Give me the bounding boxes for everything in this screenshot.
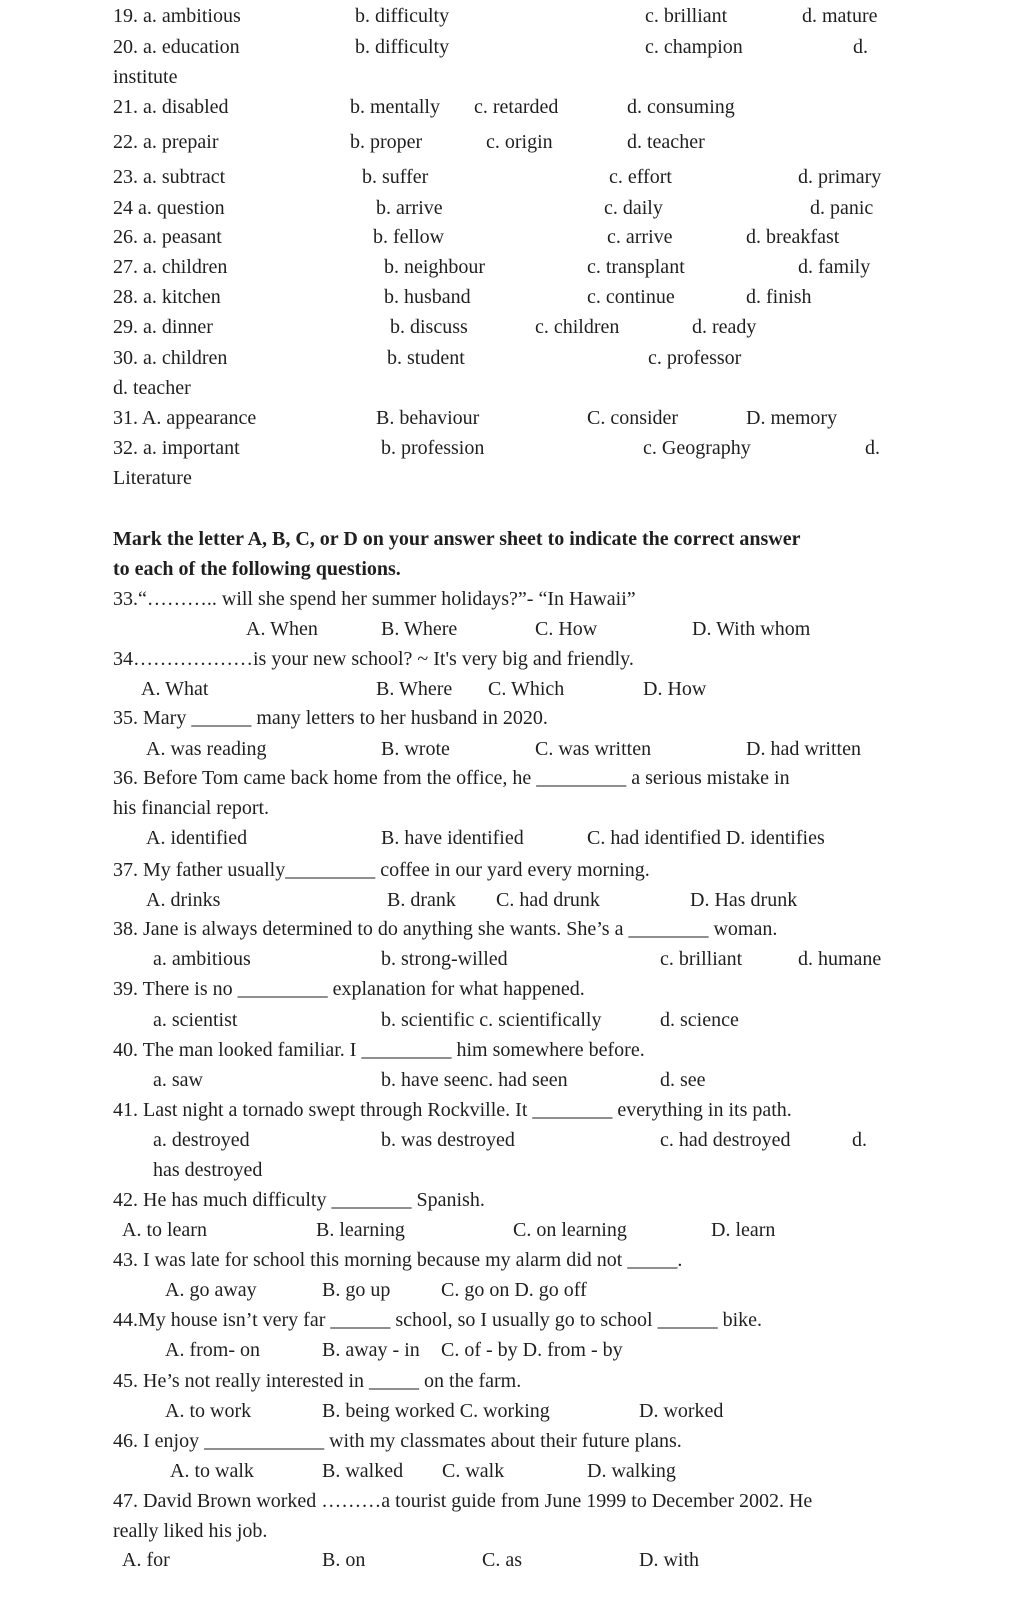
item-20-c: c. champion	[645, 36, 743, 58]
question-38-option-b: b. strong-willed	[381, 948, 508, 970]
question-36-stem-cont: his financial report.	[113, 797, 270, 819]
item-20-a: 20. a. education	[113, 36, 240, 58]
item-24-d: d. panic	[810, 197, 874, 219]
question-39-option-b: b. scientific c. scientifically	[381, 1009, 602, 1031]
question-46-stem: 46. I enjoy ____________ with my classmates about their future plans.	[113, 1430, 682, 1452]
question-47-stem: 47. David Brown worked ………a tourist guide from June 1999 to December 2002. He	[113, 1490, 813, 1512]
item-32-a: 32. a. important	[113, 437, 240, 459]
item-21-d: d. consuming	[627, 96, 735, 118]
item-28-c: c. continue	[587, 286, 675, 308]
question-36-option-b: B. have identified	[381, 827, 524, 849]
item-19-b: b. difficulty	[355, 5, 450, 27]
item-30-a: 30. a. children	[113, 347, 228, 369]
item-24-a: 24 a. question	[113, 197, 225, 219]
item-22-a: 22. a. prepair	[113, 131, 219, 153]
question-35-option-d: D. had written	[746, 738, 861, 760]
question-43-option-b: B. go up	[322, 1279, 391, 1301]
item-24-c: c. daily	[604, 197, 663, 219]
question-45-stem: 45. He’s not really interested in _____ on the farm.	[113, 1370, 522, 1392]
item-21-a: 21. a. disabled	[113, 96, 229, 118]
question-46-option-b: B. walked	[322, 1460, 404, 1482]
question-41-option-d: d.	[852, 1129, 867, 1151]
question-44-option-b: B. away - in	[322, 1339, 420, 1361]
item-22-d: d. teacher	[627, 131, 705, 153]
item-26-c: c. arrive	[607, 226, 673, 248]
question-44-stem: 44.My house isn’t very far ______ school, so I usually go to school ______ bike.	[113, 1309, 763, 1331]
question-47-option-b: B. on	[322, 1549, 366, 1571]
question-37-option-a: A. drinks	[146, 889, 221, 911]
item-24-b: b. arrive	[376, 197, 443, 219]
question-37-option-b: B. drank	[387, 889, 456, 911]
question-41-option-a: a. destroyed	[153, 1129, 250, 1151]
question-44-option-c: C. of - by D. from - by	[441, 1339, 623, 1361]
question-33-option-d: D. With whom	[692, 618, 811, 640]
item-32-c: c. Geography	[643, 437, 751, 459]
question-44-option-a: A. from- on	[165, 1339, 260, 1361]
question-38-option-a: a. ambitious	[153, 948, 251, 970]
question-41-stem: 41. Last night a tornado swept through Rockville. It ________ everything in its path.	[113, 1099, 792, 1121]
question-34-option-a: A. What	[141, 678, 209, 700]
question-45-option-b: B. being worked C. working	[322, 1400, 550, 1422]
item-23-a: 23. a. subtract	[113, 166, 226, 188]
instruction-line-1: Mark the letter A, B, C, or D on your answer sheet to indicate the correct answer	[113, 528, 801, 550]
question-40-option-a: a. saw	[153, 1069, 203, 1091]
item-20-b: b. difficulty	[355, 36, 450, 58]
item-19-d: d. mature	[802, 5, 878, 27]
item-21-c: c. retarded	[474, 96, 559, 118]
question-37-option-c: C. had drunk	[496, 889, 600, 911]
question-46-option-c: C. walk	[442, 1460, 505, 1482]
question-42-option-d: D. learn	[711, 1219, 776, 1241]
item-30-b: b. student	[387, 347, 465, 369]
item-20-wrap: institute	[113, 66, 178, 88]
question-34-stem: 34………………is your new school? ~ It's very big and friendly.	[113, 648, 634, 670]
question-33-stem: 33.“……….. will she spend her summer holidays?”- “In Hawaii”	[113, 588, 636, 610]
item-26-a: 26. a. peasant	[113, 226, 222, 248]
question-47-option-c: C. as	[482, 1549, 522, 1571]
question-36-option-c: C. had identified D. identifies	[587, 827, 825, 849]
question-38-option-d: d. humane	[798, 948, 882, 970]
question-42-option-b: B. learning	[316, 1219, 405, 1241]
item-23-c: c. effort	[609, 166, 672, 188]
instruction-line-2: to each of the following questions.	[113, 558, 401, 580]
item-23-d: d. primary	[798, 166, 882, 188]
question-37-stem: 37. My father usually_________ coffee in our yard every morning.	[113, 859, 650, 881]
question-46-option-d: D. walking	[587, 1460, 676, 1482]
item-32-wrap: Literature	[113, 467, 192, 489]
question-43-option-c: C. go on D. go off	[441, 1279, 587, 1301]
item-27-c: c. transplant	[587, 256, 685, 278]
question-42-option-a: A. to learn	[122, 1219, 207, 1241]
question-36-stem: 36. Before Tom came back home from the office, he _________ a serious mistake in	[113, 767, 790, 789]
question-33-option-b: B. Where	[381, 618, 458, 640]
item-20-d: d.	[853, 36, 868, 58]
question-34-option-b: B. Where	[376, 678, 453, 700]
item-28-a: 28. a. kitchen	[113, 286, 221, 308]
question-39-option-d: d. science	[660, 1009, 739, 1031]
question-47-stem-cont: really liked his job.	[113, 1520, 268, 1542]
item-23-b: b. suffer	[362, 166, 429, 188]
item-27-a: 27. a. children	[113, 256, 228, 278]
question-33-option-c: C. How	[535, 618, 598, 640]
question-41-option-b: b. was destroyed	[381, 1129, 515, 1151]
question-42-stem: 42. He has much difficulty ________ Spanish.	[113, 1189, 485, 1211]
item-30-c: c. professor	[648, 347, 742, 369]
question-45-option-a: A. to work	[165, 1400, 252, 1422]
question-47-option-a: A. for	[122, 1549, 170, 1571]
item-26-b: b. fellow	[373, 226, 445, 248]
item-32-b: b. profession	[381, 437, 485, 459]
item-29-b: b. discuss	[390, 316, 468, 338]
question-40-stem: 40. The man looked familiar. I _________ him somewhere before.	[113, 1039, 645, 1061]
item-32-d: d.	[865, 437, 880, 459]
question-41-option-c: c. had destroyed	[660, 1129, 791, 1151]
item-19-c: c. brilliant	[645, 5, 728, 27]
question-38-option-c: c. brilliant	[660, 948, 743, 970]
question-35-stem: 35. Mary ______ many letters to her husband in 2020.	[113, 707, 548, 729]
question-37-option-d: D. Has drunk	[690, 889, 798, 911]
item-27-b: b. neighbour	[384, 256, 486, 278]
question-40-option-b: b. have seenc. had seen	[381, 1069, 568, 1091]
question-41-option-d-wrap: has destroyed	[153, 1159, 263, 1181]
question-39-option-a: a. scientist	[153, 1009, 238, 1031]
item-28-d: d. finish	[746, 286, 812, 308]
question-40-option-d: d. see	[660, 1069, 706, 1091]
item-31-d: D. memory	[746, 407, 838, 429]
question-46-option-a: A. to walk	[170, 1460, 254, 1482]
question-35-option-c: C. was written	[535, 738, 652, 760]
item-31-a: 31. A. appearance	[113, 407, 257, 429]
question-34-option-c: C. Which	[488, 678, 565, 700]
question-42-option-c: C. on learning	[513, 1219, 627, 1241]
item-28-b: b. husband	[384, 286, 471, 308]
question-39-stem: 39. There is no _________ explanation for what happened.	[113, 978, 585, 1000]
item-22-b: b. proper	[350, 131, 423, 153]
item-26-d: d. breakfast	[746, 226, 840, 248]
item-29-c: c. children	[535, 316, 620, 338]
question-45-option-d: D. worked	[639, 1400, 724, 1422]
item-27-d: d. family	[798, 256, 871, 278]
item-30-wrap: d. teacher	[113, 377, 191, 399]
question-33-option-a: A. When	[246, 618, 318, 640]
question-38-stem: 38. Jane is always determined to do anything she wants. She’s a ________ woman.	[113, 918, 778, 940]
question-43-option-a: A. go away	[165, 1279, 257, 1301]
item-31-c: C. consider	[587, 407, 679, 429]
item-21-b: b. mentally	[350, 96, 440, 118]
question-47-option-d: D. with	[639, 1549, 699, 1571]
item-22-c: c. origin	[486, 131, 553, 153]
question-35-option-a: A. was reading	[146, 738, 267, 760]
question-34-option-d: D. How	[643, 678, 707, 700]
question-36-option-a: A. identified	[146, 827, 248, 849]
item-29-a: 29. a. dinner	[113, 316, 213, 338]
question-43-stem: 43. I was late for school this morning because my alarm did not _____.	[113, 1249, 683, 1271]
question-35-option-b: B. wrote	[381, 738, 450, 760]
item-29-d: d. ready	[692, 316, 757, 338]
item-19-a: 19. a. ambitious	[113, 5, 241, 27]
item-31-b: B. behaviour	[376, 407, 480, 429]
